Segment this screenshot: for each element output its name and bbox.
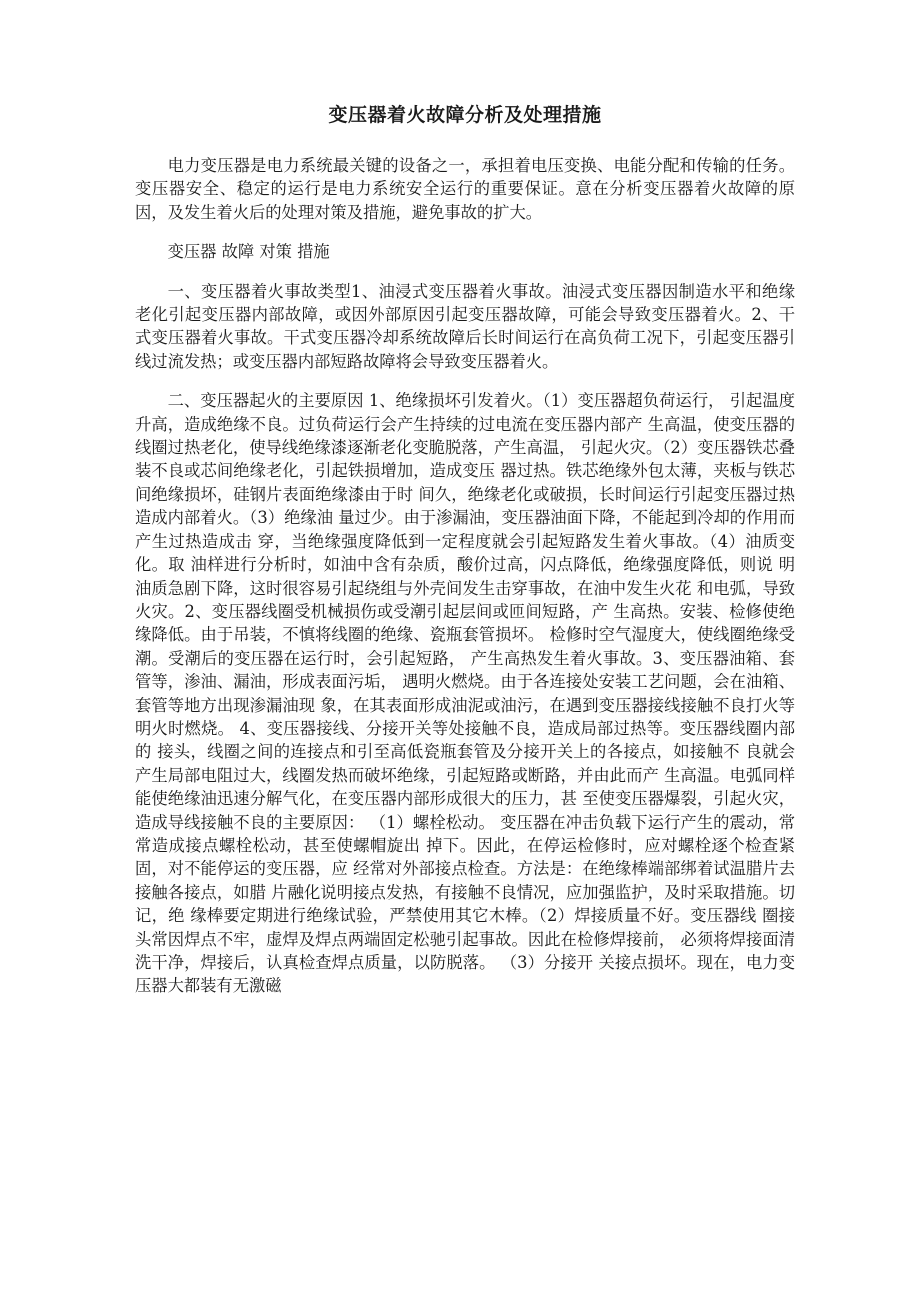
document-page: [135, 100, 795, 998]
section-fire-types: 一、变压器着火事故类型1、油浸式变压器着火事故。油浸式变压器因制造水平和绝缘老化引起变压器内部故障，或因外部原因引起变压器故障，可能会导致变压器着火。2、干式变压器着火事故。干式变压器冷却系统故障后长时间运行在高负荷工况下，引起变压器引线过流发热；或变压器内部短路故障将会导致变压器着火。: [135, 281, 795, 371]
abstract-paragraph: 电力变压器是电力系统最关键的设备之一，承担着电压变换、电能分配和传输的任务。变压器安全、稳定的运行是电力系统安全运行的重要保证。意在分析变压器着火故障的原因，及发生着火后的处理对策及措施，避免事故的扩大。: [135, 156, 795, 222]
document-title: 变压器着火故障分析及处理措施: [328, 104, 602, 126]
keywords-paragraph: 变压器 故障 对策 措施: [167, 242, 330, 262]
section-fire-causes: 二、变压器起火的主要原因 1、绝缘损坏引发着火。（1）变压器超负荷运行， 引起温度升高，造成绝缘不良。过负荷运行会产生持续的过电流在变压器内部产 生高温，使变压器的线圈过热老化，使导线绝缘漆逐渐老化变脆脱落，产生高温， 引起火灾。（2）变压器铁芯叠装不良或芯间绝缘老化，引起铁损增加，造成变压 器过热。铁芯绝缘外包太薄，夹板与铁芯间绝缘损坏，硅钢片表面绝缘漆由于时 间久，绝缘老化或破损，长时间运行引起变压器过热造成内部着火。（3）绝缘油 量过少。由于渗漏油，变压器油面下降，不能起到冷却的作用而产生过热造成击 穿，当绝缘强度降低到一定程度就会引起短路发生着火事故。（4）油质变化。取 油样进行分析时，如油中含有杂质，酸价过高，闪点降低，绝缘强度降低，则说 明油质急剧下降，这时很容易引起绕组与外壳间发生击穿事故，在油中发生火花 和电弧，导致火灾。2、变压器线圈受机械损伤或受潮引起层间或匝间短路，产 生高热。安装、检修使绝缘降低。由于吊装，不慎将线圈的绝缘、瓷瓶套管损坏。 检修时空气湿度大，使线圈绝缘受潮。受潮后的变压器在运行时，会引起短路， 产生高热发生着火事故。3、变压器油箱、套管等，渗油、漏油，形成表面污垢， 遇明火燃烧。由于各连接处安装工艺问题，会在油箱、套管等地方出现渗漏油现 象，在其表面形成油泥或油污，在遇到变压器接线接触不良打火等明火时燃烧。 4、变压器接线、分接开关等处接触不良，造成局部过热等。变压器线圈内部的 接头，线圈之间的连接点和引至高低瓷瓶套管及分接开关上的各接点，如接触不 良就会产生局部电阻过大，线圈发热而破坏绝缘，引起短路或断路，并由此而产 生高温。电弧同样能使绝缘油迅速分解气化，在变压器内部形成很大的压力，甚 至使变压器爆裂，引起火灾，造成导线接触不良的主要原因： （1）螺栓松动。 变压器在冲击负载下运行产生的震动，常常造成接点螺栓松动，甚至使螺帽旋出 掉下。因此，在停运检修时，应对螺栓逐个检查紧固，对不能停运的变压器，应 经常对外部接点检查。方法是：在绝缘棒端部绑着试温腊片去接触各接点，如腊 片融化说明接点发热，有接触不良情况，应加强监护，及时采取措施。切记，绝 缘棒要定期进行绝缘试验，严禁使用其它木棒。（2）焊接质量不好。变压器线 圈接头常因焊点不牢，虚焊及焊点两端固定松驰引起事故。因此在检修焊接前， 必须将焊接面清洗干净，焊接后，认真检查焊点质量，以防脱落。 （3）分接开 关接点损坏。现在，电力变压器大都装有无激磁: [135, 391, 795, 996]
